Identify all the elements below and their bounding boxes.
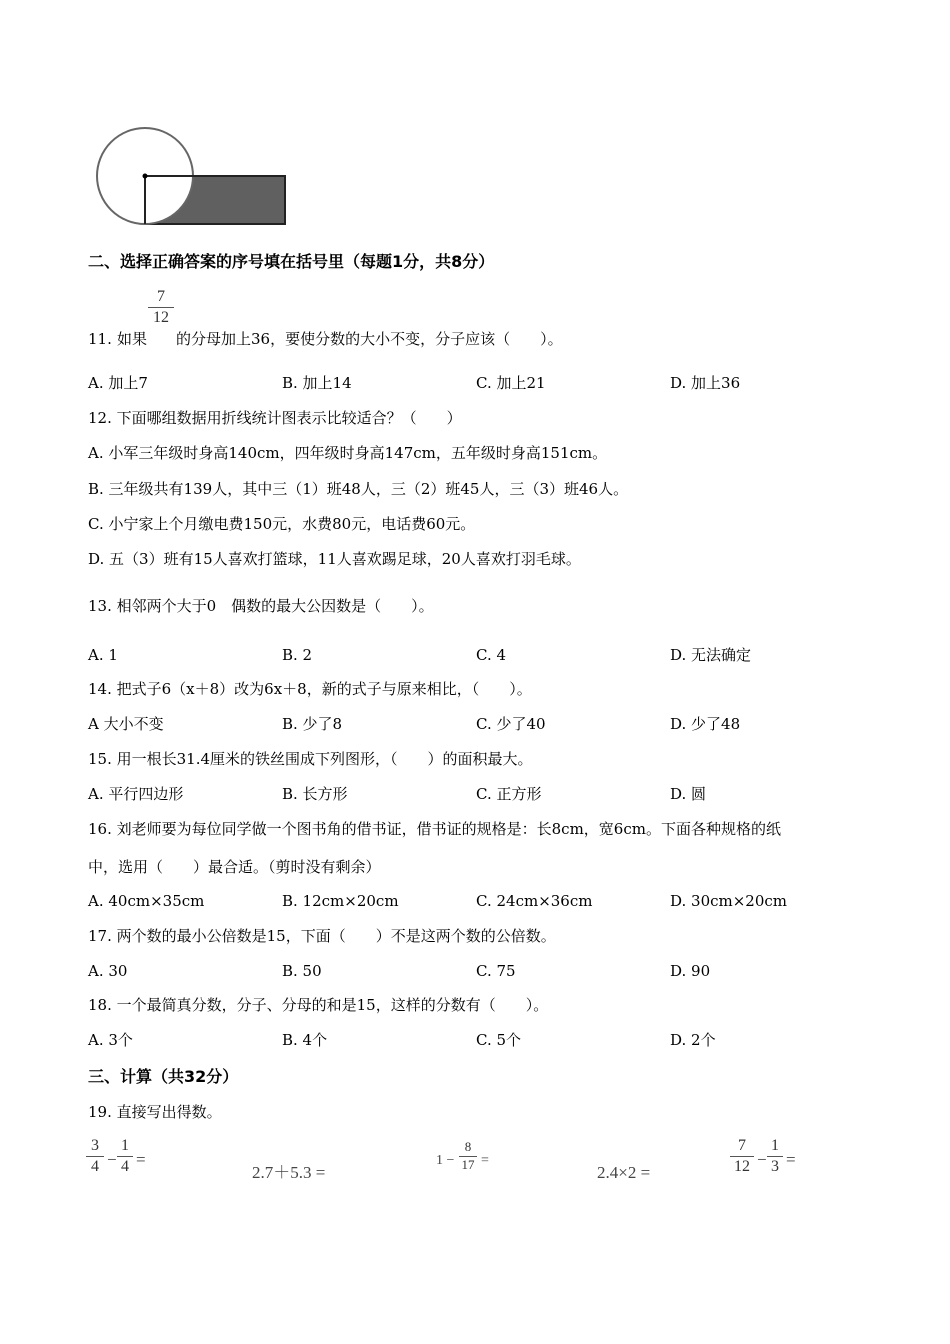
q19-e5-frac-a: 7 12	[730, 1137, 754, 1177]
q18-option-c: C. 5个	[476, 1031, 522, 1049]
q12-option-d: D. 五（3）班有15人喜欢打篮球，11人喜欢踢足球，20人喜欢打羽毛球。	[88, 550, 581, 568]
q15-option-c: C. 正方形	[476, 785, 542, 803]
q19-e5-op: −	[757, 1150, 767, 1169]
q14-text: 14. 把式子6（x＋8）改为6x＋8，新的式子与原来相比，（ ）。	[88, 680, 532, 698]
q18-option-a: A. 3个	[88, 1031, 133, 1049]
q14-option-b: B. 少了8	[282, 715, 343, 733]
q18-option-d: D. 2个	[670, 1031, 716, 1049]
q16-option-d: D. 30cm×20cm	[670, 892, 788, 910]
q11-pre: 如果	[117, 330, 148, 348]
q16-option-a: A. 40cm×35cm	[88, 892, 205, 910]
q11-number: 11.	[88, 330, 112, 348]
q11-option-d: D. 加上36	[670, 374, 741, 392]
q15-option-d: D. 圆	[670, 785, 707, 803]
q13-text: 13. 相邻两个大于0 偶数的最大公因数是（ ）。	[88, 597, 434, 615]
center-dot	[143, 174, 148, 179]
q11-fraction	[148, 288, 174, 328]
q13-option-b: B. 2	[282, 646, 313, 664]
q19-e5-frac-b: 1 3	[767, 1137, 783, 1177]
q19-e1-frac-a: 3 4	[86, 1137, 104, 1177]
q11-option-c: C. 加上21	[476, 374, 546, 392]
q18-option-b: B. 4个	[282, 1031, 328, 1049]
q19-text: 19. 直接写出得数。	[88, 1103, 222, 1121]
q11-post: 的分母加上36，要使分数的大小不变，分子应该（ ）。	[176, 330, 563, 348]
circle-rectangle-figure	[92, 122, 292, 232]
q14-option-a: A 大小不变	[88, 715, 164, 733]
q18-text: 18. 一个最简真分数，分子、分母的和是15，这样的分数有（ ）。	[88, 996, 549, 1014]
q19-e5-eq: =	[786, 1150, 796, 1169]
q13-option-d: D. 无法确定	[670, 646, 752, 664]
q15-option-b: B. 长方形	[282, 785, 348, 803]
q19-e4: 2.4×2 =	[597, 1163, 651, 1182]
q19-e1-op: −	[107, 1150, 117, 1169]
q12-option-b: B. 三年级共有139人，其中三（1）班48人，三（2）班45人，三（3）班46人。	[88, 480, 629, 498]
q11-option-b: B. 加上14	[282, 374, 352, 392]
q17-option-a: A. 30	[88, 962, 128, 980]
q14-option-c: C. 少了40	[476, 715, 546, 733]
q16-option-b: B. 12cm×20cm	[282, 892, 399, 910]
q11-frac-den: 12	[153, 309, 169, 327]
q12-option-c: C. 小宁家上个月缴电费150元，水费80元，电话费60元。	[88, 515, 476, 533]
q17-text: 17. 两个数的最小公倍数是15，下面（ ）不是这两个数的公倍数。	[88, 927, 556, 945]
q13-option-c: C. 4	[476, 646, 507, 664]
q16-text-line1: 16. 刘老师要为每位同学做一个图书角的借书证，借书证的规格是：长8cm，宽6cm。下面各种规格的纸	[88, 820, 781, 838]
q19-e3-eq: =	[481, 1153, 489, 1168]
q12-text: 12. 下面哪组数据用折线统计图表示比较适合？（ ）	[88, 409, 462, 427]
q19-e2: 2.7＋5.3 =	[252, 1163, 326, 1182]
q19-e1-eq: =	[136, 1150, 146, 1169]
q19-e1-frac-b: 1 4	[117, 1137, 133, 1177]
q11-frac-num: 7	[157, 288, 165, 305]
q19-e3-lead: 1 −	[436, 1153, 455, 1168]
q14-option-d: D. 少了48	[670, 715, 741, 733]
q16-option-c: C. 24cm×36cm	[476, 892, 593, 910]
q15-option-a: A. 平行四边形	[88, 785, 184, 803]
section-heading-calculation: 三、计算（共32分）	[88, 1067, 239, 1086]
q17-option-b: B. 50	[282, 962, 322, 980]
q16-text-line2: 中，选用（ ）最合适。（剪时没有剩余）	[88, 858, 381, 876]
q17-option-d: D. 90	[670, 962, 711, 980]
q15-text: 15. 用一根长31.4厘米的铁丝围成下列图形，（ ）的面积最大。	[88, 750, 533, 768]
q17-option-c: C. 75	[476, 962, 516, 980]
q12-option-a: A. 小军三年级时身高140cm，四年级时身高147cm，五年级时身高151cm。	[88, 444, 608, 462]
q13-option-a: A. 1	[88, 646, 118, 664]
q19-e3-frac: 8 17	[459, 1140, 477, 1173]
q11-option-a: A. 加上7	[88, 374, 148, 392]
section-heading-choice: 二、选择正确答案的序号填在括号里（每题1分，共8分）	[88, 252, 495, 271]
